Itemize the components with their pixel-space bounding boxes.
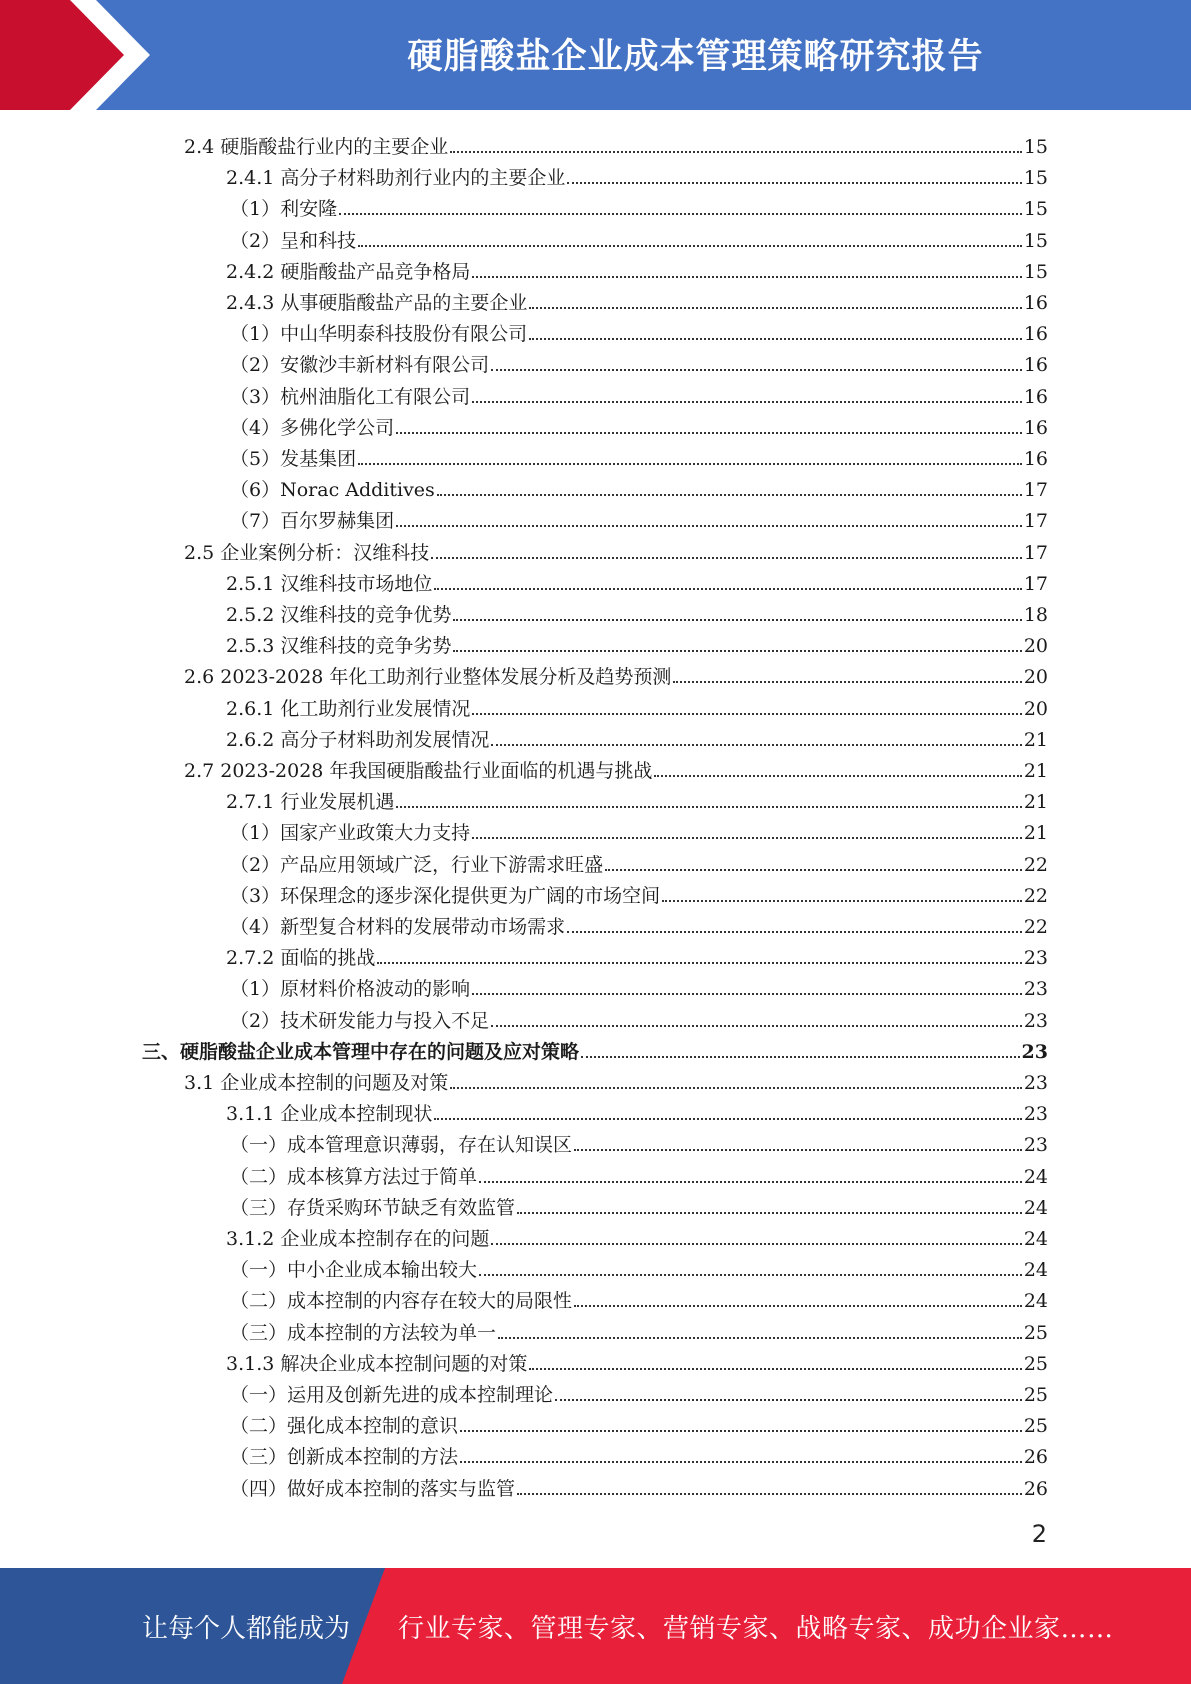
toc-entry-page: 16 (1023, 292, 1048, 314)
footer-banner (0, 1568, 1191, 1684)
toc-entry-page: 15 (1023, 229, 1048, 252)
toc-dot-leader (472, 713, 1021, 715)
toc-entry[interactable] (230, 1314, 1048, 1345)
toc-entry-page: 22 (1023, 916, 1048, 938)
toc-dot-leader (472, 401, 1022, 403)
toc-entry[interactable] (226, 1345, 1048, 1376)
toc-entry-page: 24 (1023, 1196, 1048, 1219)
toc-dot-leader (491, 744, 1021, 746)
toc-entry-label: 2.6.2 高分子材料助剂发展情况 (226, 728, 490, 751)
toc-dot-leader (396, 432, 1022, 434)
toc-dot-leader (472, 837, 1022, 839)
toc-entry-label: （一）中小企业成本输出较大 (230, 1259, 478, 1282)
toc-entry-page: 17 (1023, 541, 1048, 564)
toc-entry-page: 25 (1023, 1384, 1048, 1406)
toc-entry[interactable] (230, 1438, 1048, 1469)
toc-entry-page: 17 (1023, 479, 1048, 502)
toc-entry[interactable] (230, 970, 1048, 1001)
toc-entry[interactable] (230, 222, 1048, 253)
toc-dot-leader (460, 1430, 1022, 1432)
toc-entry-page: 25 (1023, 1321, 1048, 1344)
toc-entry[interactable] (226, 159, 1048, 190)
toc-entry-label: （4）新型复合材料的发展带动市场需求 (230, 916, 566, 938)
toc-entry-label: 2.4.3 从事硬脂酸盐产品的主要企业 (226, 292, 528, 314)
toc-entry-page: 20 (1023, 697, 1048, 720)
toc-entry-label: 2.4.1 高分子材料助剂行业内的主要企业 (226, 167, 566, 190)
toc-entry-label: （三）成本控制的方法较为单一 (230, 1321, 497, 1344)
toc-dot-leader (529, 1368, 1021, 1370)
toc-dot-leader (460, 1461, 1022, 1463)
toc-dot-leader (567, 931, 1022, 933)
toc-entry-page: 25 (1023, 1415, 1048, 1438)
toc-entry-page: 15 (1023, 260, 1048, 283)
toc-entry-label: 2.5.1 汉维科技市场地位 (226, 572, 433, 595)
toc-entry[interactable] (226, 253, 1048, 284)
toc-entry-page: 23 (1021, 1040, 1048, 1063)
toc-dot-leader (605, 869, 1022, 871)
toc-entry-label: 2.7 2023-2028 年我国硬脂酸盐行业面临的机遇与挑战 (184, 760, 653, 782)
toc-entry[interactable] (230, 378, 1048, 409)
toc-entry-label: （1）中山华明泰科技股份有限公司 (230, 323, 528, 346)
toc-entry-label: （4）多佛化学公司 (230, 416, 395, 439)
toc-dot-leader (529, 338, 1022, 340)
toc-entry[interactable] (226, 939, 1048, 970)
toc-entry-page: 16 (1023, 448, 1048, 470)
toc-entry-label: （7）百尔罗赫集团 (230, 510, 395, 533)
toc-entry-page: 22 (1023, 884, 1048, 907)
toc-entry[interactable] (184, 534, 1048, 565)
toc-dot-leader (673, 681, 1021, 683)
toc-entry-label: （3）杭州油脂化工有限公司 (230, 385, 471, 408)
toc-entry[interactable] (230, 1158, 1048, 1189)
toc-entry-label: 2.6 2023-2028 年化工助剂行业整体发展分析及趋势预测 (184, 666, 672, 689)
toc-dot-leader (450, 151, 1022, 153)
toc-entry-label: （1）利安隆 (230, 198, 338, 221)
toc-dot-leader (453, 650, 1021, 652)
toc-entry-label: （二）强化成本控制的意识 (230, 1415, 459, 1438)
toc-dot-leader (581, 1056, 1020, 1058)
toc-entry-page: 26 (1023, 1477, 1048, 1500)
toc-entry-page: 16 (1023, 416, 1048, 439)
report-title: 硬脂酸盐企业成本管理策略研究报告 (407, 37, 984, 77)
toc-entry[interactable] (230, 440, 1048, 471)
toc-dot-leader (472, 993, 1022, 995)
toc-entry-page: 24 (1023, 1165, 1048, 1188)
toc-entry[interactable] (184, 752, 1048, 783)
toc-entry-page: 22 (1023, 853, 1048, 876)
toc-entry[interactable] (230, 190, 1048, 221)
toc-entry-label: 2.7.2 面临的挑战 (226, 947, 376, 970)
toc-entry-page: 23 (1023, 1009, 1048, 1032)
footer-slogan-right: 行业专家、管理专家、营销专家、战略专家、成功企业家…… (398, 1613, 1114, 1644)
toc-dot-leader (396, 806, 1021, 808)
toc-entry[interactable] (230, 1282, 1048, 1313)
toc-entry-page: 23 (1023, 1134, 1048, 1157)
toc-entry[interactable] (230, 409, 1048, 440)
toc-entry-label: 三、硬脂酸盐企业成本管理中存在的问题及应对策略 (142, 1040, 580, 1063)
toc-entry[interactable] (230, 1407, 1048, 1438)
toc-dot-leader (396, 525, 1022, 527)
header-banner (0, 0, 1191, 110)
toc-dot-leader (555, 1399, 1022, 1401)
toc-dot-leader (517, 1493, 1022, 1495)
toc-entry-page: 21 (1023, 822, 1048, 845)
toc-entry[interactable] (226, 1095, 1048, 1126)
toc-entry[interactable] (226, 783, 1048, 814)
toc-entry-label: （一）成本管理意识薄弱，存在认知误区 (230, 1134, 573, 1157)
toc-entry-page: 16 (1023, 385, 1048, 408)
toc-entry-page: 16 (1023, 323, 1048, 346)
toc-dot-leader (491, 369, 1022, 371)
toc-entry-label: （3）环保理念的逐步深化提供更为广阔的市场空间 (230, 884, 661, 907)
toc-dot-leader (517, 1212, 1022, 1214)
toc-dot-leader (431, 557, 1022, 559)
toc-entry-page: 21 (1023, 728, 1048, 751)
toc-entry-page: 23 (1023, 947, 1048, 970)
toc-entry-label: （一）运用及创新先进的成本控制理论 (230, 1384, 554, 1406)
toc-dot-leader (498, 1337, 1022, 1339)
toc-entry[interactable] (184, 128, 1048, 159)
toc-dot-leader (529, 307, 1021, 309)
toc-dot-leader (574, 1149, 1022, 1151)
toc-entry-label: 2.7.1 行业发展机遇 (226, 791, 395, 814)
toc-entry-label: （6）Norac Additives (230, 479, 435, 502)
toc-entry-label: （二）成本核算方法过于简单 (230, 1165, 478, 1188)
toc-entry[interactable] (226, 284, 1048, 315)
toc-entry-label: 3.1.2 企业成本控制存在的问题 (226, 1228, 490, 1250)
toc-entry-page: 20 (1023, 635, 1048, 658)
toc-entry[interactable] (226, 721, 1048, 752)
toc-entry-label: 2.5 企业案例分析：汉维科技 (184, 541, 430, 564)
toc-entry[interactable] (142, 1033, 1048, 1064)
toc-entry[interactable] (226, 690, 1048, 721)
toc-dot-leader (479, 1274, 1022, 1276)
footer-slogan-left: 让每个人都能成为 (142, 1613, 351, 1644)
toc-entry-page: 24 (1023, 1228, 1048, 1250)
toc-dot-leader (574, 1305, 1022, 1307)
toc-dot-leader (491, 1025, 1022, 1027)
toc-entry-label: （2）呈和科技 (230, 229, 357, 252)
toc-entry[interactable] (230, 315, 1048, 346)
toc-entry-label: （三）存货采购环节缺乏有效监管 (230, 1196, 516, 1219)
toc-entry-label: （2）产品应用领域广泛，行业下游需求旺盛 (230, 853, 604, 876)
toc-entry[interactable] (226, 1220, 1048, 1251)
toc-entry[interactable] (230, 877, 1048, 908)
toc-entry-page: 15 (1023, 198, 1048, 221)
toc-dot-leader (437, 494, 1022, 496)
toc-entry-label: （2）技术研发能力与投入不足 (230, 1009, 490, 1032)
toc-entry-label: （二）成本控制的内容存在较大的局限性 (230, 1290, 573, 1313)
toc-entry[interactable] (230, 471, 1048, 502)
toc-entry-page: 20 (1023, 666, 1048, 689)
toc-entry-page: 23 (1023, 1072, 1048, 1094)
page-number: 2 (1031, 1520, 1047, 1548)
toc-dot-leader (450, 1087, 1022, 1089)
toc-entry-label: （1）原材料价格波动的影响 (230, 978, 471, 1001)
toc-entry-page: 24 (1023, 1259, 1048, 1282)
toc-entry-page: 21 (1023, 791, 1048, 814)
toc-entry-page: 15 (1023, 167, 1048, 190)
toc-entry[interactable] (230, 1376, 1048, 1407)
toc-entry[interactable] (230, 1470, 1048, 1501)
toc-entry[interactable] (230, 814, 1048, 845)
toc-dot-leader (339, 213, 1022, 215)
toc-entry[interactable] (230, 908, 1048, 939)
toc-entry-label: 2.4 硬脂酸盐行业内的主要企业 (184, 136, 449, 158)
toc-entry-page: 17 (1023, 510, 1048, 533)
toc-entry-label: 3.1 企业成本控制的问题及对策 (184, 1072, 449, 1094)
toc-entry-page: 24 (1023, 1290, 1048, 1313)
toc-entry-label: （四）做好成本控制的落实与监管 (230, 1477, 516, 1500)
toc-entry-page: 23 (1023, 1103, 1048, 1126)
toc-entry[interactable] (230, 1251, 1048, 1282)
toc-entry[interactable] (226, 565, 1048, 596)
toc-dot-leader (472, 276, 1021, 278)
toc-entry-label: （1）国家产业政策大力支持 (230, 822, 471, 845)
toc-dot-leader (662, 900, 1022, 902)
toc-entry-page: 15 (1023, 136, 1048, 158)
toc-dot-leader (358, 463, 1022, 465)
toc-entry-page: 25 (1023, 1352, 1048, 1375)
toc-entry-label: 2.5.3 汉维科技的竞争劣势 (226, 635, 452, 658)
toc-entry-page: 26 (1023, 1446, 1048, 1469)
toc-entry[interactable] (226, 596, 1048, 627)
toc-dot-leader (654, 775, 1021, 777)
toc-dot-leader (453, 619, 1021, 621)
toc-entry-label: 2.5.2 汉维科技的竞争优势 (226, 604, 452, 626)
toc-entry[interactable] (184, 1064, 1048, 1095)
toc-entry-label: （2）安徽沙丰新材料有限公司 (230, 354, 490, 377)
toc-entry-page: 21 (1023, 760, 1048, 782)
toc-dot-leader (479, 1181, 1022, 1183)
toc-entry-page: 18 (1023, 604, 1048, 626)
toc-entry-label: 3.1.3 解决企业成本控制问题的对策 (226, 1352, 528, 1375)
toc-dot-leader (434, 588, 1021, 590)
toc-entry[interactable] (230, 1189, 1048, 1220)
toc-entry[interactable] (230, 346, 1048, 377)
toc-dot-leader (358, 245, 1022, 247)
toc-entry-label: （5）发基集团 (230, 448, 357, 470)
toc-dot-leader (491, 1243, 1021, 1245)
toc-entry-page: 17 (1023, 572, 1048, 595)
toc-entry-label: 2.4.2 硬脂酸盐产品竞争格局 (226, 260, 471, 283)
toc-entry[interactable] (226, 627, 1048, 658)
toc-entry-page: 23 (1023, 978, 1048, 1001)
toc-entry[interactable] (230, 846, 1048, 877)
toc-entry-label: 3.1.1 企业成本控制现状 (226, 1103, 433, 1126)
toc-dot-leader (434, 1118, 1021, 1120)
toc-entry-label: （三）创新成本控制的方法 (230, 1446, 459, 1469)
toc-entry[interactable] (230, 1126, 1048, 1157)
toc-entry[interactable] (184, 658, 1048, 689)
toc-entry[interactable] (230, 502, 1048, 533)
toc-dot-leader (567, 182, 1021, 184)
toc-entry-page: 16 (1023, 354, 1048, 377)
toc-entry-label: 2.6.1 化工助剂行业发展情况 (226, 697, 471, 720)
toc-entry[interactable] (230, 1002, 1048, 1033)
toc-dot-leader (377, 962, 1021, 964)
